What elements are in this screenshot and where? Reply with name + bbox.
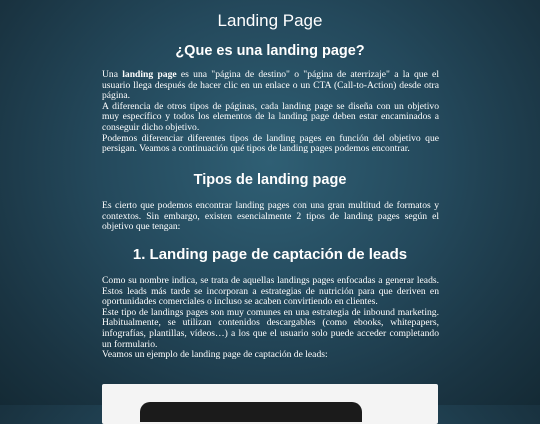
section-heading-captacion: 1. Landing page de captación de leads xyxy=(132,246,408,263)
paragraph-definition: Una landing page es una "página de destino" o "página de aterrizaje" a la que el usuario llega después de hacer clic en un enlace o un CTA (Call-to-Action) desde otra página. xyxy=(102,69,439,102)
page-title: Landing Page xyxy=(217,11,323,30)
paragraph-difference: A diferencia de otros tipos de páginas, cada landing page se diseña con un objetivo muy específico y todos los elementos de la landing page deben estar encaminados a conseguir dicho objetivo. xyxy=(102,100,439,133)
paragraph-captacion-definition: Como su nombre indica, se trata de aquellas landings pages enfocadas a generar leads. Estos leads más tarde se incorporan a estrategias de nutrición para que deriven en oportunidades comerciales o incluso se acaben convirtiendo en clientes. xyxy=(102,275,439,308)
paragraph-example-intro: Veamos un ejemplo de landing page de captación de leads: xyxy=(102,349,328,361)
section-que-es-text xyxy=(102,70,439,155)
paragraph-inbound: Este tipo de landings pages son muy comunes en una estrategia de inbound marketing. Habitualmente, se utilizan contenidos descargables (como ebooks, whitepapers, infografías, plantillas, vídeos…) a los que el usuario solo puede acceder completando un formulario. xyxy=(102,306,439,350)
section-captacion-text xyxy=(102,276,439,361)
paragraph-tipos: Es cierto que podemos encontrar landing pages con una gran multitud de formatos y contextos. Sin embargo, existen esencialmente 2 tipos de landing pages según el objetivo que tengan: xyxy=(102,200,439,233)
bold-term: landing page xyxy=(122,69,177,80)
paragraph-types-intro: Podemos diferenciar diferentes tipos de landing pages en función del objetivo que persigan. Veamos a continuación qué tipos de landing pages podemos encontrar. xyxy=(102,132,439,155)
section-heading-tipos: Tipos de landing page xyxy=(193,172,347,188)
example-image xyxy=(102,384,438,424)
section-heading-que-es: ¿Que es una landing page? xyxy=(175,43,365,59)
example-image-screen xyxy=(140,402,362,422)
